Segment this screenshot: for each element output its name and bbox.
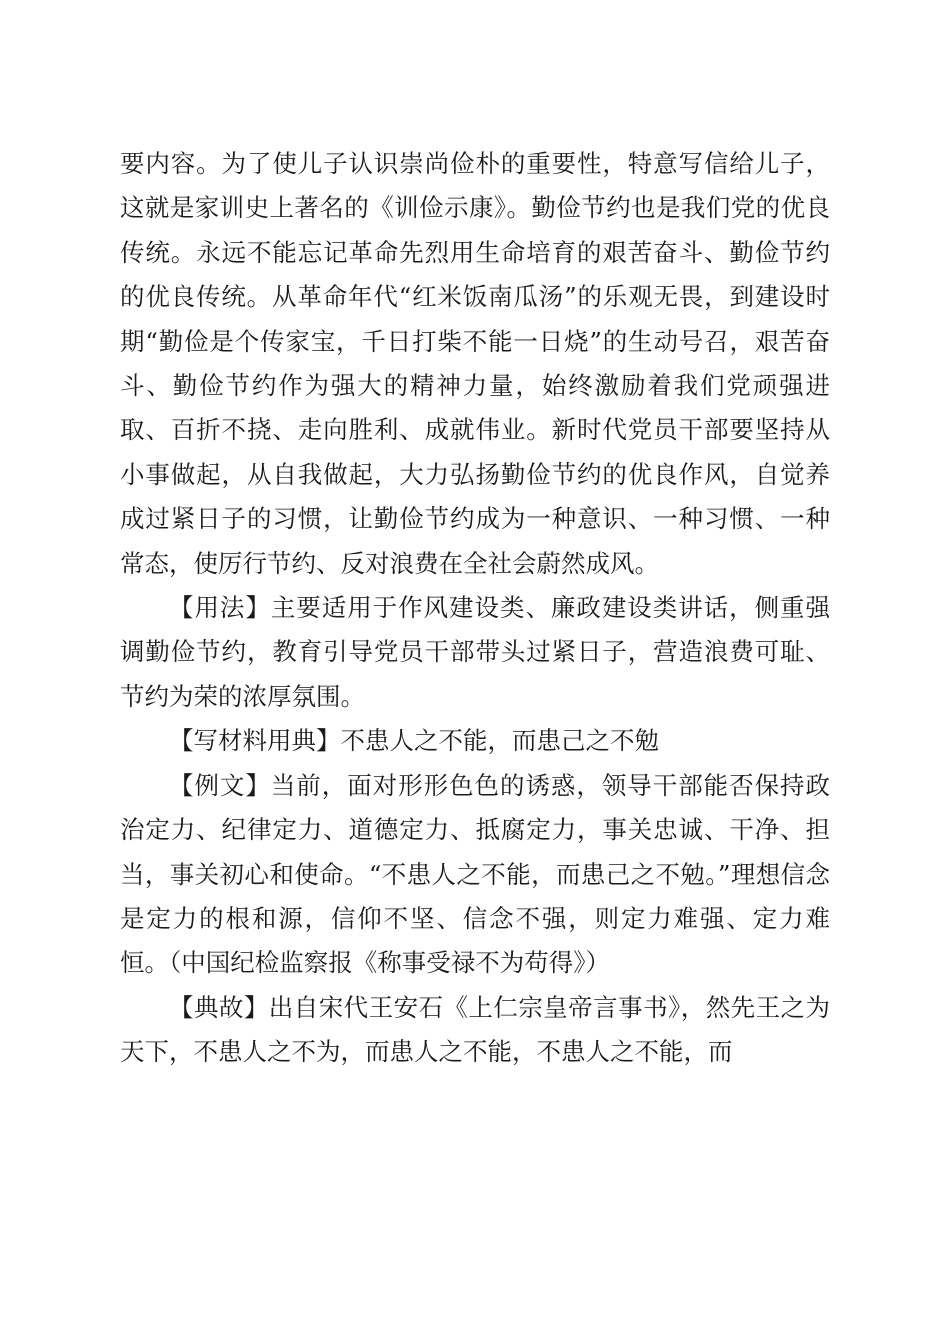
paragraph-usage: 【用法】主要适用于作风建设类、廉政建设类讲话，侧重强调勤俭节约，教育引导党员干部带头过紧日子，营造浪费可耻、节约为荣的浓厚氛围。 [120,593,830,711]
paragraph-example: 【例文】当前，面对形形色色的诱惑，领导干部能否保持政治定力、纪律定力、道德定力、抵腐定力，事关忠诚、干净、担当，事关初心和使命。“不患人之不能，而患己之不勉。”理想信念是定力的根和源，信仰不坚、信念不强，则定力难强、定力难恒。（中国纪检监察报《称事受禄不为苟得》） [120,770,830,978]
paragraph-quote-heading: 【写材料用典】不患人之不能，而患己之不勉 [169,726,659,756]
paragraph-continued: 要内容。为了使儿子认识崇尚俭朴的重要性，特意写信给儿子，这就是家训史上著名的《训俭示康》。勤俭节约也是我们党的优良传统。永远不能忘记革命先烈用生命培育的艰苦奋斗、勤俭节约的优良传统。从革命年代“红米饭南瓜汤”的乐观无畏，到建设时期“勤俭是个传家宝，千日打柴不能一日烧”的生动号召，艰苦奋斗、勤俭节约作为强大的精神力量，始终激励着我们党顽强进取、百折不挠、走向胜利、成就伟业。新时代党员干部要坚持从小事做起，从自我做起，大力弘扬勤俭节约的优良作风，自觉养成过紧日子的习惯，让勤俭节约成为一种意识、一种习惯、一种常态，使厉行节约、反对浪费在全社会蔚然成风。 [120,149,830,578]
document-body [120,142,830,1075]
paragraph-allusion: 【典故】出自宋代王安石《上仁宗皇帝言事书》，然先王之为天下，不患人之不为，而患人之不能，不患人之不能，而 [120,992,830,1067]
